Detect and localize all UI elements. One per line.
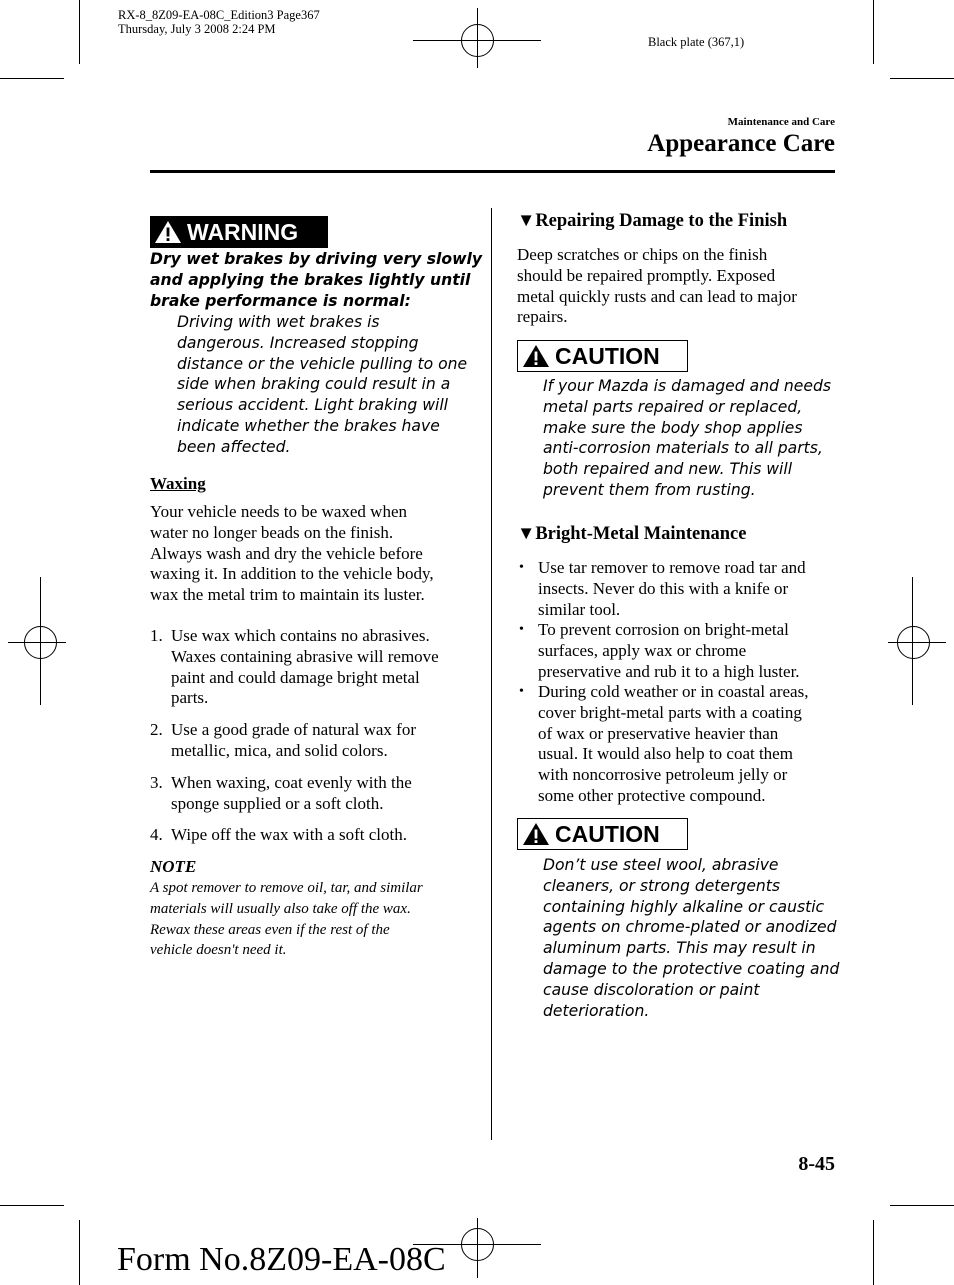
bullet-line: To prevent corrosion on bright-metal bbox=[538, 620, 789, 639]
paragraph-line: Deep scratches or chips on the finish bbox=[517, 245, 768, 264]
bullet-text bbox=[538, 558, 848, 620]
step-line: Waxes containing abrasive will remove bbox=[171, 646, 439, 666]
bullet-text bbox=[538, 620, 848, 682]
step-line: paint and could damage bright metal bbox=[171, 667, 420, 687]
repair-heading bbox=[517, 211, 787, 232]
warning-body-line: Driving with wet brakes is bbox=[177, 313, 380, 331]
bullet-line: insects. Never do this with a knife or bbox=[538, 578, 789, 598]
bright-metal-heading bbox=[517, 524, 746, 545]
caution-line: containing highly alkaline or caustic bbox=[543, 897, 825, 916]
step-number: 4. bbox=[150, 825, 163, 844]
bullet-line: Use tar remover to remove road tar and bbox=[538, 558, 806, 577]
bullet-line: usual. It would also help to coat them bbox=[538, 744, 793, 764]
bullet-line: cover bright-metal parts with a coating bbox=[538, 702, 802, 722]
caution-line: damage to the protective coating and bbox=[543, 959, 840, 978]
step-text bbox=[171, 773, 471, 815]
step-number: 1. bbox=[150, 626, 163, 645]
warning-label bbox=[150, 216, 328, 248]
warning-body-line: dangerous. Increased stopping bbox=[177, 333, 419, 352]
warning-lead-line: Dry wet brakes by driving very slowly bbox=[150, 250, 483, 268]
step-text bbox=[171, 825, 471, 846]
step-line: Use a good grade of natural wax for bbox=[171, 720, 416, 739]
step-line: When waxing, coat evenly with the bbox=[171, 773, 412, 792]
caution-body bbox=[543, 376, 831, 501]
caution-line: agents on chrome-plated or anodized bbox=[543, 918, 837, 937]
caution-line: cleaners, or strong detergents bbox=[543, 876, 781, 895]
warning-body-line: side when braking could result in a bbox=[177, 375, 451, 394]
caution-line: both repaired and new. This will bbox=[543, 460, 793, 479]
note-line: vehicle doesn't need it. bbox=[150, 942, 287, 959]
repair-heading-text: Repairing Damage to the Finish bbox=[535, 211, 788, 231]
warning-label-text: WARNING bbox=[187, 218, 299, 245]
print-job-line: RX-8_8Z09-EA-08C_Edition3 Page367 bbox=[118, 8, 320, 22]
warning-lead bbox=[150, 249, 482, 311]
note-text bbox=[150, 878, 423, 961]
step-line: metallic, mica, and solid colors. bbox=[171, 740, 388, 760]
section-label: Maintenance and Care bbox=[727, 116, 835, 128]
paragraph-line: metal quickly rusts and can lead to major bbox=[517, 286, 797, 306]
caution-line: aluminum parts. This may result in bbox=[543, 939, 816, 958]
bullet-line: During cold weather or in coastal areas, bbox=[538, 682, 809, 701]
step-line: parts. bbox=[171, 688, 209, 708]
note-line: materials will usually also take off the wax. bbox=[150, 900, 411, 917]
warning-body-line: indicate whether the brakes have bbox=[177, 416, 440, 435]
paragraph-line: wax the metal trim to maintain its luster. bbox=[150, 585, 425, 605]
paragraph-line: water no longer beads on the finish. bbox=[150, 522, 394, 542]
bullet-line: with noncorrosive petroleum jelly or bbox=[538, 765, 788, 785]
bullet-line: some other protective compound. bbox=[538, 785, 766, 805]
caution-line: metal parts repaired or replaced, bbox=[543, 397, 803, 416]
warning-lead-line: brake performance is normal: bbox=[150, 291, 411, 310]
print-date-line: Thursday, July 3 2008 2:24 PM bbox=[118, 22, 276, 36]
caution-line: deterioration. bbox=[543, 1001, 650, 1020]
caution-triangle-icon bbox=[522, 344, 550, 368]
caution-label-text: CAUTION bbox=[555, 820, 660, 847]
bullet-icon: • bbox=[519, 560, 524, 575]
plate-info: Black plate (367,1) bbox=[648, 35, 745, 49]
paragraph-line: waxing it. In addition to the vehicle body, bbox=[150, 564, 434, 584]
step-number: 3. bbox=[150, 773, 163, 792]
triangle-down-icon: ▼ bbox=[517, 211, 536, 231]
form-number: Form No.8Z09-EA-08C bbox=[117, 1241, 446, 1278]
waxing-heading: Waxing bbox=[150, 474, 206, 493]
caution-label-text: CAUTION bbox=[555, 342, 660, 369]
header-rule bbox=[150, 170, 835, 173]
caution-line: prevent them from rusting. bbox=[543, 480, 756, 499]
bullet-line: surfaces, apply wax or chrome bbox=[538, 640, 747, 660]
bullet-line: similar tool. bbox=[538, 599, 621, 619]
bullet-line: preservative and rub it to a high luster. bbox=[538, 661, 800, 681]
warning-body-line: been affected. bbox=[177, 437, 291, 456]
caution-line: Don’t use steel wool, abrasive bbox=[543, 856, 779, 874]
warning-body-line: distance or the vehicle pulling to one bbox=[177, 354, 468, 373]
bullet-icon: • bbox=[519, 622, 524, 637]
step-line: Use wax which contains no abrasives. bbox=[171, 626, 430, 645]
page-number: 8-45 bbox=[798, 1153, 835, 1175]
caution-triangle-icon bbox=[522, 822, 550, 846]
caution-label bbox=[517, 818, 688, 850]
warning-triangle-icon bbox=[154, 220, 182, 244]
page-title: Appearance Care bbox=[647, 130, 835, 157]
step-line: sponge supplied or a soft cloth. bbox=[171, 793, 384, 813]
bright-metal-heading-text: Bright-Metal Maintenance bbox=[535, 524, 747, 544]
step-line: Wipe off the wax with a soft cloth. bbox=[171, 825, 407, 844]
waxing-intro bbox=[150, 502, 434, 606]
bullet-line: of wax or preservative heavier than bbox=[538, 723, 779, 743]
warning-body bbox=[177, 312, 467, 458]
note-heading: NOTE bbox=[150, 857, 197, 876]
paragraph-line: Always wash and dry the vehicle before bbox=[150, 543, 423, 563]
note-line: A spot remover to remove oil, tar, and similar bbox=[150, 880, 423, 896]
step-text bbox=[171, 720, 471, 762]
caution-body bbox=[543, 855, 839, 1021]
caution-line: If your Mazda is damaged and needs bbox=[543, 377, 832, 395]
caution-label bbox=[517, 340, 688, 372]
bullet-icon: • bbox=[519, 684, 524, 699]
warning-body-line: serious accident. Light braking will bbox=[177, 396, 448, 415]
step-text bbox=[171, 626, 471, 709]
paragraph-line: repairs. bbox=[517, 307, 568, 327]
repair-text bbox=[517, 245, 797, 328]
warning-lead-line: and applying the brakes lightly until bbox=[150, 270, 471, 289]
bullet-text bbox=[538, 682, 848, 807]
step-number: 2. bbox=[150, 720, 163, 739]
paragraph-line: should be repaired promptly. Exposed bbox=[517, 265, 776, 285]
print-job-info bbox=[118, 8, 320, 36]
column-separator bbox=[491, 208, 492, 1140]
caution-line: anti-corrosion materials to all parts, bbox=[543, 439, 823, 458]
paragraph-line: Your vehicle needs to be waxed when bbox=[150, 502, 407, 521]
caution-line: cause discoloration or paint bbox=[543, 980, 760, 999]
note-line: Rewax these areas even if the rest of the bbox=[150, 921, 390, 938]
caution-line: make sure the body shop applies bbox=[543, 418, 803, 437]
triangle-down-icon: ▼ bbox=[517, 524, 536, 544]
